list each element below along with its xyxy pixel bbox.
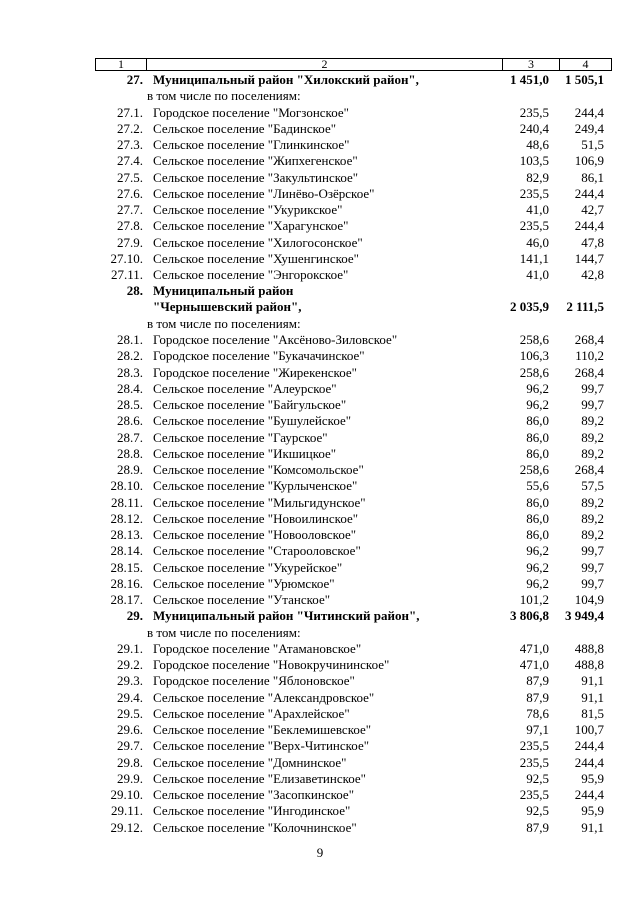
row-value-col3: 471,0	[519, 657, 549, 672]
column-header-4: 4	[582, 57, 589, 71]
table-row	[95, 706, 612, 722]
row-value-col3: 235,5	[519, 185, 549, 201]
row-name: Сельское поселение "Алеурское"	[153, 380, 337, 396]
row-number: 29.12.	[110, 819, 143, 835]
row-value-col3: 235,5	[519, 787, 549, 802]
row-name: Городское поселение "Яблоновское"	[153, 673, 355, 689]
row-number: 29.10.	[110, 787, 143, 802]
row-number: 27.1.	[117, 104, 143, 120]
row-value-col3: 55,6	[526, 478, 549, 494]
row-value-col3: 2 035,9	[510, 299, 549, 315]
row-number: 27.4.	[117, 153, 143, 169]
row-name: Сельское поселение "Байгульское"	[153, 397, 347, 412]
row-name: Сельское поселение "Арахлейское"	[153, 705, 350, 721]
table-row	[95, 462, 612, 478]
district-row	[95, 283, 612, 316]
row-number: 28.6.	[117, 413, 143, 429]
row-value-col3: 235,5	[519, 754, 549, 770]
row-value-col3: 92,5	[526, 803, 549, 819]
row-name: Сельское поселение "Александровское"	[153, 689, 375, 705]
row-name: Сельское поселение "Беклемишевское"	[153, 722, 372, 737]
row-value-col4: 95,9	[581, 770, 604, 786]
row-name-line-1: Муниципальный район	[153, 283, 294, 299]
row-value-col4: 99,7	[581, 559, 604, 575]
row-name: Сельское поселение "Комсомольское"	[153, 462, 364, 477]
row-value-col4: 100,7	[574, 722, 604, 737]
row-value-col3: 101,2	[519, 592, 549, 607]
row-value-col4: 47,8	[581, 234, 604, 250]
row-value-col3: 87,9	[526, 689, 549, 705]
row-value-col3: 96,2	[526, 543, 549, 559]
row-number: 27.2.	[117, 120, 143, 136]
table-row	[95, 365, 612, 381]
row-name: Сельское поселение "Бушулейское"	[153, 413, 352, 429]
row-name-line-2: "Чернышевский район",	[153, 299, 302, 315]
row-value-col3: 92,5	[526, 770, 549, 786]
row-value-col4: 104,9	[574, 592, 604, 607]
row-value-col3: 86,0	[526, 413, 549, 429]
row-value-col4: 89,2	[581, 413, 604, 429]
row-number: 29.	[126, 608, 143, 624]
row-value-col3: 86,0	[526, 429, 549, 445]
row-number: 28.1.	[117, 332, 143, 347]
table-row	[95, 755, 612, 771]
row-value-col4: 91,1	[581, 689, 604, 705]
row-name: Городское поселение "Новокручининское"	[153, 657, 390, 672]
row-name: Сельское поселение "Утанское"	[153, 592, 331, 607]
row-number: 27.8.	[117, 218, 143, 234]
row-number: 29.6.	[117, 722, 143, 737]
row-subheading: в том числе по поселениям:	[147, 88, 301, 104]
row-value-col3: 82,9	[526, 169, 549, 185]
page-number: 9	[316, 845, 324, 860]
row-value-col3: 106,3	[519, 348, 549, 364]
row-name: Сельское поселение "Укурейское"	[153, 559, 343, 575]
table-row	[95, 267, 612, 283]
row-value-col3: 235,5	[519, 738, 549, 754]
table-row	[95, 218, 612, 234]
row-number: 28.13.	[110, 527, 143, 542]
row-name: Сельское поселение "Харагунское"	[153, 218, 349, 234]
row-value-col4: 99,7	[581, 575, 604, 591]
row-value-col3: 235,5	[519, 104, 549, 120]
row-name: Сельское поселение "Елизаветинское"	[153, 770, 366, 786]
row-value-col3: 471,0	[519, 640, 549, 656]
table-body	[95, 72, 612, 836]
table-row	[95, 673, 612, 689]
row-value-col3: 96,2	[526, 397, 549, 412]
row-subheading: в том числе по поселениям:	[147, 315, 301, 331]
row-value-col4: 99,7	[581, 380, 604, 396]
row-name: Сельское поселение "Ингодинское"	[153, 803, 351, 819]
table-row	[95, 153, 612, 169]
row-number: 28.11.	[110, 494, 143, 510]
row-value-col4: 244,4	[574, 185, 604, 201]
table-row	[95, 722, 612, 738]
row-name: Сельское поселение "Линёво-Озёрское"	[153, 185, 375, 201]
subheading-row	[95, 316, 612, 332]
row-number: 28.9.	[117, 462, 143, 477]
row-number: 28.3.	[117, 364, 143, 380]
row-name: Городское поселение "Жирекенское"	[153, 364, 357, 380]
row-number: 29.11.	[110, 803, 143, 819]
column-header-3: 3	[503, 59, 560, 70]
subheading-row	[95, 625, 612, 641]
table-row	[95, 478, 612, 494]
district-row	[95, 72, 612, 88]
row-name: Муниципальный район "Читинский район",	[153, 608, 420, 624]
row-value-col4: 89,2	[581, 510, 604, 526]
row-number: 27.10.	[110, 250, 143, 266]
table-row	[95, 690, 612, 706]
table-row	[95, 105, 612, 121]
row-value-col3: 41,0	[526, 202, 549, 217]
table-row	[95, 186, 612, 202]
row-name: Сельское поселение "Новоилинское"	[153, 510, 359, 526]
row-number: 27.	[126, 72, 143, 87]
row-value-col4: 89,2	[581, 494, 604, 510]
row-number: 29.3.	[117, 673, 143, 689]
row-value-col3: 258,6	[519, 332, 549, 347]
row-value-col3: 103,5	[519, 153, 549, 169]
row-value-col4: 244,4	[574, 787, 604, 802]
row-name: Сельское поселение "Бадинское"	[153, 120, 337, 136]
row-name	[153, 283, 302, 315]
row-number: 28.4.	[117, 380, 143, 396]
row-number: 28.17.	[110, 592, 143, 607]
row-number: 27.7.	[117, 202, 143, 217]
row-value-col4: 488,8	[574, 640, 604, 656]
row-number: 29.4.	[117, 689, 143, 705]
row-value-col3: 41,0	[526, 267, 549, 282]
row-value-col3: 87,9	[526, 819, 549, 835]
row-number: 27.6.	[117, 185, 143, 201]
row-value-col3: 46,0	[526, 234, 549, 250]
row-value-col3: 86,0	[526, 510, 549, 526]
row-value-col3: 240,4	[519, 120, 549, 136]
row-number: 28.5.	[117, 397, 143, 412]
row-value-col4: 244,4	[574, 104, 604, 120]
row-value-col3: 3 806,8	[510, 608, 549, 624]
row-name: Сельское поселение "Икшицкое"	[153, 445, 337, 461]
row-number: 29.1.	[117, 640, 143, 656]
table-row	[95, 592, 612, 608]
row-name: Сельское поселение "Верх-Читинское"	[153, 738, 370, 754]
row-value-col3: 78,6	[526, 705, 549, 721]
row-name: Сельское поселение "Мильгидунское"	[153, 494, 366, 510]
row-name: Городское поселение "Атамановское"	[153, 640, 362, 656]
table-row	[95, 657, 612, 673]
row-value-col3: 87,9	[526, 673, 549, 689]
row-value-col4: 99,7	[581, 543, 604, 559]
table-header	[95, 58, 612, 71]
table-row	[95, 121, 612, 137]
row-value-col3: 86,0	[526, 445, 549, 461]
row-number: 28.15.	[110, 559, 143, 575]
row-number: 28.16.	[110, 575, 143, 591]
table-row	[95, 576, 612, 592]
table-row	[95, 560, 612, 576]
table-row	[95, 803, 612, 819]
row-value-col4: 244,4	[574, 738, 604, 754]
table-row	[95, 348, 612, 364]
row-number: 27.5.	[117, 169, 143, 185]
column-header-2: 2	[147, 59, 503, 70]
row-name: Городское поселение "Букачачинское"	[153, 348, 365, 364]
table-row	[95, 527, 612, 543]
row-name: Сельское поселение "Укурикское"	[153, 202, 343, 217]
table-row	[95, 543, 612, 559]
row-number: 29.9.	[117, 770, 143, 786]
row-value-col4: 249,4	[574, 120, 604, 136]
row-name: Сельское поселение "Гаурское"	[153, 429, 328, 445]
row-value-col4: 91,1	[581, 673, 604, 689]
row-value-col4: 244,4	[574, 218, 604, 234]
row-name: Сельское поселение "Урюмское"	[153, 575, 335, 591]
row-name: Городское поселение "Могзонское"	[153, 104, 349, 120]
row-name: Сельское поселение "Колочнинское"	[153, 819, 357, 835]
row-value-col4: 244,4	[574, 754, 604, 770]
row-value-col4: 268,4	[574, 364, 604, 380]
row-value-col4: 3 949,4	[565, 608, 604, 624]
row-value-col3: 235,5	[519, 218, 549, 234]
row-value-col4: 268,4	[574, 332, 604, 347]
row-value-col4: 89,2	[581, 445, 604, 461]
row-value-col4: 2 111,5	[566, 299, 604, 315]
row-name: Сельское поселение "Хушенгинское"	[153, 250, 359, 266]
row-value-col4: 81,5	[581, 705, 604, 721]
row-name: Сельское поселение "Домнинское"	[153, 754, 347, 770]
row-value-col4: 42,8	[581, 267, 604, 282]
row-value-col4: 99,7	[581, 397, 604, 412]
row-value-col3: 48,6	[526, 137, 549, 152]
table-row	[95, 251, 612, 267]
row-value-col3: 86,0	[526, 494, 549, 510]
row-value-col4: 91,1	[581, 819, 604, 835]
row-number: 28.	[126, 283, 143, 299]
row-value-col3: 1 451,0	[510, 72, 549, 87]
row-name: Сельское поселение "Хилогосонское"	[153, 234, 363, 250]
row-name: Городское поселение "Аксёново-Зиловское"	[153, 332, 398, 347]
row-number: 28.10.	[110, 478, 143, 494]
row-number: 28.12.	[110, 510, 143, 526]
row-name: Сельское поселение "Курлыченское"	[153, 478, 358, 494]
row-value-col3: 86,0	[526, 527, 549, 542]
table-row	[95, 332, 612, 348]
table-row	[95, 771, 612, 787]
row-value-col4: 144,7	[574, 250, 604, 266]
row-name: Сельское поселение "Закультинское"	[153, 169, 359, 185]
table-row	[95, 820, 612, 836]
subheading-row	[95, 88, 612, 104]
row-value-col3: 96,2	[526, 575, 549, 591]
row-value-col3: 96,2	[526, 559, 549, 575]
row-value-col3: 97,1	[526, 722, 549, 737]
row-number: 29.5.	[117, 705, 143, 721]
table-row	[95, 511, 612, 527]
table-row	[95, 137, 612, 153]
table-row	[95, 235, 612, 251]
row-number: 29.7.	[117, 738, 143, 754]
row-number: 28.2.	[117, 348, 143, 364]
row-value-col3: 141,1	[519, 250, 549, 266]
row-name: Сельское поселение "Старооловское"	[153, 543, 361, 559]
row-name: Сельское поселение "Энгорокское"	[153, 267, 349, 282]
table-row	[95, 430, 612, 446]
row-value-col4: 268,4	[574, 462, 604, 477]
table-row	[95, 381, 612, 397]
row-name: Сельское поселение "Глинкинское"	[153, 137, 350, 152]
row-number: 27.9.	[117, 234, 143, 250]
table-row	[95, 787, 612, 803]
column-header-1: 1	[96, 59, 147, 70]
row-number: 27.11.	[110, 267, 143, 282]
district-row	[95, 608, 612, 624]
row-value-col4: 488,8	[574, 657, 604, 672]
row-number: 27.3.	[117, 137, 143, 152]
table-row	[95, 495, 612, 511]
table-row	[95, 170, 612, 186]
row-value-col3: 96,2	[526, 380, 549, 396]
row-value-col3: 258,6	[519, 364, 549, 380]
table-row	[95, 397, 612, 413]
row-value-col4: 1 505,1	[565, 72, 604, 87]
row-name: Муниципальный район "Хилокский район",	[153, 72, 419, 87]
row-value-col4: 51,5	[581, 137, 604, 152]
row-value-col4: 110,2	[575, 348, 604, 364]
table-row	[95, 202, 612, 218]
row-number: 29.2.	[117, 657, 143, 672]
row-number: 29.8.	[117, 754, 143, 770]
row-value-col3: 258,6	[519, 462, 549, 477]
table-row	[95, 413, 612, 429]
row-name: Сельское поселение "Жипхегенское"	[153, 153, 358, 169]
row-subheading: в том числе по поселениям:	[147, 624, 301, 640]
row-value-col4: 95,9	[581, 803, 604, 819]
row-number: 28.8.	[117, 445, 143, 461]
row-value-col4: 106,9	[574, 153, 604, 169]
table-row	[95, 738, 612, 754]
table-row	[95, 641, 612, 657]
table-row	[95, 446, 612, 462]
row-name: Сельское поселение "Засопкинское"	[153, 787, 354, 802]
row-value-col4: 89,2	[581, 527, 604, 542]
row-value-col4: 86,1	[581, 169, 604, 185]
row-value-col4: 57,5	[581, 478, 604, 494]
row-value-col4: 89,2	[581, 429, 604, 445]
row-number: 28.14.	[110, 543, 143, 559]
row-value-col4: 42,7	[581, 202, 604, 217]
row-number: 28.7.	[117, 429, 143, 445]
row-name: Сельское поселение "Новооловское"	[153, 527, 357, 542]
